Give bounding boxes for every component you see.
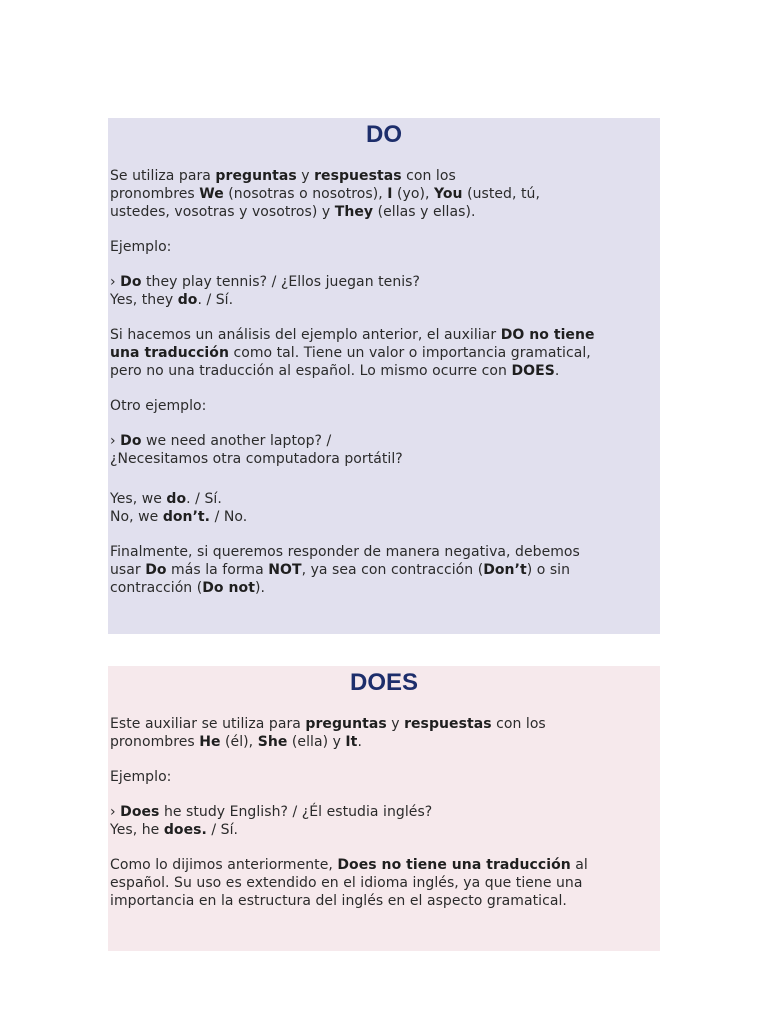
do-example-1: › Do they play tennis? / ¿Ellos juegan tenis? Yes, they do. / Sí. bbox=[110, 274, 421, 308]
do-title: DO bbox=[366, 121, 402, 148]
does-usage-paragraph: Este auxiliar se utiliza para preguntas y respuestas con los pronombres He (él), She (ella) y It. bbox=[110, 716, 546, 750]
do-example-2: › Do we need another laptop? / ¿Necesitamos otra computadora portátil? bbox=[110, 433, 403, 467]
do-other-example-label: Otro ejemplo: bbox=[110, 398, 207, 414]
does-example-label: Ejemplo: bbox=[110, 769, 172, 785]
do-usage-paragraph: Se utiliza para preguntas y respuestas con los pronombres We (nosotras o nosotros), I (yo), You (usted, tú, ustedes, vosotras y vosotros) y They (ellas y ellas). bbox=[110, 168, 540, 220]
do-answers: Yes, we do. / Sí. No, we don’t. / No. bbox=[110, 491, 248, 525]
do-negative-paragraph: Finalmente, si queremos responder de manera negativa, debemos usar Do más la forma NOT, ya sea con contracción (Don’t) o sin contracción (Do not). bbox=[110, 544, 580, 596]
do-analysis-paragraph: Si hacemos un análisis del ejemplo anterior, el auxiliar DO no tiene una traducción como tal. Tiene un valor o importancia gramatical, pero no una traducción al español. Lo mismo ocurre con DOES. bbox=[110, 327, 595, 379]
does-explanation-paragraph: Como lo dijimos anteriormente, Does no tiene una traducción al español. Su uso es extendido en el idioma inglés, ya que tiene una importancia en la estructura del inglés en el aspecto gramatical. bbox=[110, 857, 588, 909]
does-example-1: › Does he study English? / ¿Él estudia inglés? Yes, he does. / Sí. bbox=[110, 804, 433, 838]
does-section bbox=[108, 666, 660, 951]
do-section bbox=[108, 118, 660, 634]
do-example-label: Ejemplo: bbox=[110, 239, 172, 255]
does-title: DOES bbox=[349, 669, 418, 696]
